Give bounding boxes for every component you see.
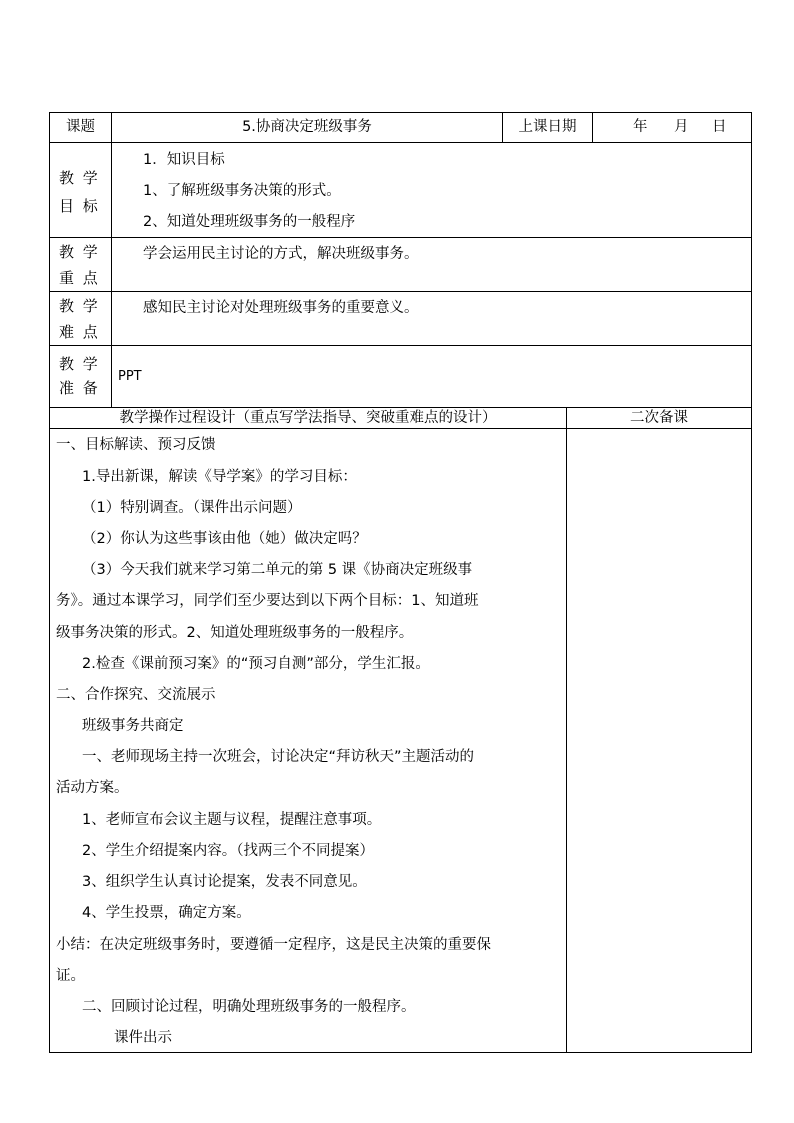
preparation-label-2: 准 备 — [59, 379, 100, 397]
border-second-column — [566, 407, 567, 1052]
process-line-15: 3、组织学生认真讨论提案，发表不同意见。 — [82, 874, 367, 890]
preparation-text: PPT — [118, 369, 142, 384]
difficulties-label-1: 教 学 — [59, 297, 100, 315]
goals-line-1: 1．知识目标 — [143, 152, 225, 168]
topic-title: 5.协商决定班级事务 — [242, 119, 372, 135]
process-line-6: 务》。通过本课学习，同学们至少要达到以下两个目标：1、知道班 — [56, 593, 479, 609]
process-line-1: 一、目标解读、预习反馈 — [56, 437, 216, 453]
border-row-goals — [49, 142, 752, 143]
process-line-13: 1、老师宣布会议主题与议程，提醒注意事项。 — [82, 812, 382, 828]
second-prep-heading: 二次备课 — [630, 410, 688, 426]
process-line-18: 证。 — [56, 968, 85, 984]
process-line-20: 课件出示 — [114, 1030, 172, 1046]
process-heading: 教学操作过程设计（重点写学法指导、突破重难点的设计） — [119, 410, 497, 426]
process-line-12: 活动方案。 — [56, 780, 129, 796]
keypoints-label-1: 教 学 — [59, 243, 100, 261]
process-line-2: 1.导出新课，解读《导学案》的学习目标： — [82, 469, 357, 485]
goals-label-2: 目 标 — [59, 197, 100, 215]
process-line-19: 二、回顾讨论过程，明确处理班级事务的一般程序。 — [82, 999, 416, 1015]
preparation-label-1: 教 学 — [59, 355, 100, 373]
border-row-keypoints — [49, 237, 752, 238]
process-line-3: （1）特别调查。（课件出示问题） — [82, 500, 302, 516]
border-label-column — [111, 112, 112, 407]
border-date-label-right — [592, 112, 593, 142]
process-line-5: （3）今天我们就来学习第二单元的第 5 课《协商决定班级事 — [82, 562, 473, 578]
border-top — [49, 112, 752, 113]
keypoints-text: 学会运用民主讨论的方式，解决班级事务。 — [143, 246, 419, 262]
date-label: 上课日期 — [518, 119, 577, 135]
goals-label-1: 教 学 — [59, 169, 100, 187]
border-row-process-body — [49, 428, 752, 429]
date-day: 日 — [712, 119, 727, 135]
process-line-8: 2.检查《课前预习案》的“预习自测”部分，学生汇报。 — [82, 656, 430, 672]
border-bottom — [49, 1052, 752, 1053]
process-line-17: 小结：在决定班级事务时，要遵循一定程序，这是民主决策的重要保 — [56, 937, 491, 953]
process-line-9: 二、合作探究、交流展示 — [56, 687, 216, 703]
goals-line-2: 1、了解班级事务决策的形式。 — [143, 183, 341, 199]
border-row-difficulties — [49, 291, 752, 292]
date-month: 月 — [674, 119, 689, 135]
topic-label: 课题 — [66, 119, 95, 135]
difficulties-label-2: 难 点 — [59, 323, 100, 341]
border-left — [49, 112, 50, 1053]
date-year: 年 — [633, 119, 648, 135]
process-line-14: 2、学生介绍提案内容。（找两三个不同提案） — [82, 843, 374, 859]
difficulties-text: 感知民主讨论对处理班级事务的重要意义。 — [143, 300, 419, 316]
border-row-preparation — [49, 345, 752, 346]
process-line-7: 级事务决策的形式。2、知道处理班级事务的一般程序。 — [56, 625, 414, 641]
goals-line-3: 2、知道处理班级事务的一般程序 — [143, 214, 356, 230]
process-line-11: 一、老师现场主持一次班会，讨论决定“拜访秋天”主题活动的 — [82, 749, 475, 765]
process-line-16: 4、学生投票，确定方案。 — [82, 905, 251, 921]
border-right — [751, 112, 752, 1053]
keypoints-label-2: 重 点 — [59, 269, 100, 287]
process-line-4: （2）你认为这些事该由他（她）做决定吗？ — [82, 531, 367, 547]
process-line-10: 班级事务共商定 — [82, 718, 184, 734]
